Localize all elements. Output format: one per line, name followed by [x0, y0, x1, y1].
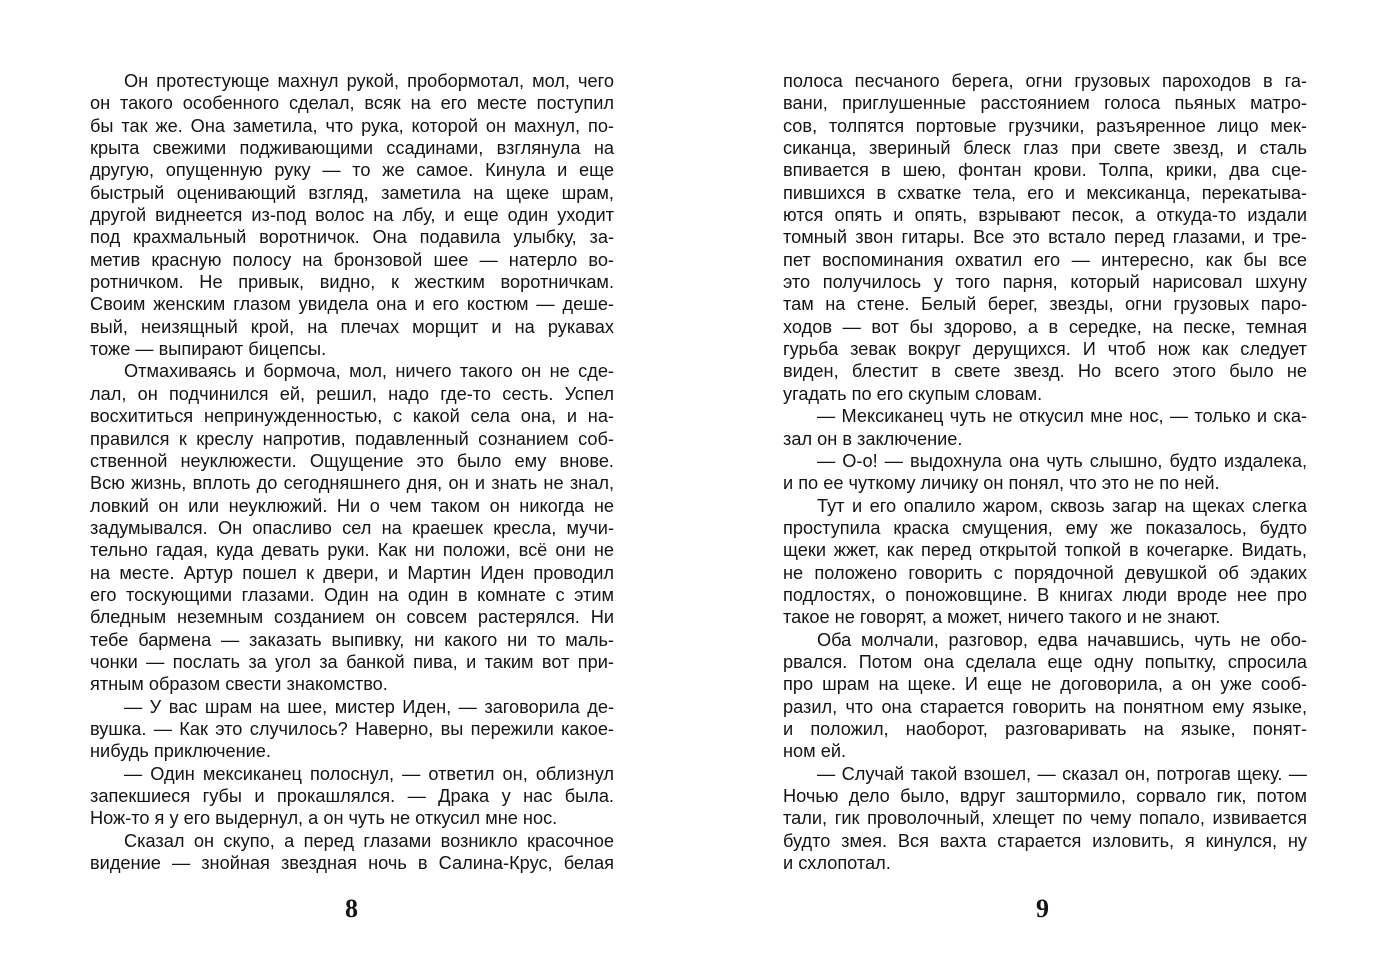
text-line: и положил, наоборот, разговаривать на языке, понят- — [783, 718, 1307, 739]
text-line: Всю жизнь, вплоть до сегодняшнего дня, он и знать не знал, — [90, 473, 614, 494]
text-line: запекшиеся губы и прокашлялся. — Драка у нас была. — [90, 786, 614, 806]
text-line: ловкий он или неуклюжий. Ни о чем таком он никогда не — [90, 495, 614, 516]
text-line: нибудь приключение. — [90, 741, 271, 762]
text-line: правился к креслу напротив, подавленный сознанием соб- — [90, 428, 614, 449]
text-line: Тут и его опалило жаром, сквозь загар на щеках слегка — [817, 495, 1307, 516]
text-line: лал, он подчинился ей, решил, надо где-то сесть. Успел — [90, 383, 614, 404]
text-line: такое не говорят, а может, ничего такого и не знают. — [783, 607, 1221, 628]
text-line: ном ей. — [783, 741, 847, 762]
left-page-text — [90, 70, 614, 874]
text-line: — Один мексиканец полоснул, — ответил он, облизнул — [124, 763, 614, 784]
text-line: — Случай такой взошел, — сказал он, потрогав щеку. — — [817, 763, 1307, 784]
text-line: томный звон гитары. Все это встало перед глазами, и тре- — [783, 227, 1307, 248]
text-line: под крахмальный воротничок. Она подавила улыбку, за- — [90, 227, 614, 248]
text-line: щеки жжет, как перед открытой топкой в кочегарке. Видать, — [783, 540, 1307, 561]
text-line: тельно гадая, куда девать руки. Как ни положи, всё они не — [90, 540, 614, 561]
text-line: ются опять и опять, взрывают песок, а откуда-то издали — [783, 205, 1307, 226]
text-line: — Мексиканец чуть не откусил мне нос, — только и ска- — [817, 406, 1307, 427]
text-line: впивается в шею, фонтан крови. Толпа, крики, два сце- — [783, 160, 1307, 181]
text-line: рвался. Потом она сделала еще одну попытку, спросила — [783, 651, 1307, 672]
text-line: угадать по его скупым словам. — [783, 383, 1043, 404]
right-page-text — [783, 70, 1307, 874]
text-line: тоже — выпирают бицепсы. — [90, 339, 327, 360]
text-line: бы так же. Она заметила, что рука, которой он махнул, по- — [90, 115, 614, 136]
text-line: вый, неизящный крой, на плечах морщит и на рукавах — [90, 316, 614, 337]
text-line: тали, гик проволочный, хлещет по чему попало, извивается — [783, 808, 1307, 829]
text-line: подлостях, о поножовщине. В книгах люди вроде нее про — [783, 584, 1307, 605]
text-line: Ночью дело было, вдруг заштормило, сорвало гик, потом — [783, 786, 1307, 806]
text-line: бледным неземным созданием он совсем растерялся. Ни — [90, 607, 614, 628]
text-line: ходов — вот бы здорово, а в середке, на песке, темная — [783, 316, 1307, 337]
text-line: метив красную полосу на бронзовой шее — натерло во- — [90, 249, 614, 270]
text-line: вани, приглушенные расстоянием голоса пьяных матро- — [783, 93, 1307, 114]
text-line: Отмахиваясь и бормоча, мол, ничего такого он не сде- — [124, 361, 614, 382]
text-line: Он протестующе махнул рукой, пробормотал, мол, чего — [124, 71, 614, 91]
text-line: — О-о! — выдохнула она чуть слышно, будто издалека, — [817, 450, 1307, 471]
text-line: крыта свежими подживающими ссадинами, взглянула на — [90, 138, 614, 159]
text-line: там на стене. Белый берег, звезды, огни грузовых паро- — [783, 294, 1307, 315]
text-line: Нож-то я у его выдернул, а он чуть не откусил мне нос. — [90, 808, 558, 829]
text-line: зал он в заключение. — [783, 428, 963, 449]
text-line: вушка. — Как это случилось? Наверно, вы пережили какое- — [90, 718, 614, 739]
text-line: чонки — послать за угол за банкой пива, и таким вот при- — [90, 651, 614, 672]
text-line: и схлопотал. — [783, 853, 891, 874]
text-line: проступила краска смущения, ему же показалось, будто — [783, 517, 1307, 538]
text-line: он такого особенного сделал, всяк на его месте поступил — [90, 93, 614, 114]
text-line: про шрам на щеке. И еще не договорила, а он уже сооб- — [783, 674, 1307, 695]
text-line: задумывался. Он опасливо сел на краешек кресла, мучи- — [90, 517, 614, 538]
text-line: его тоскующими глазами. Один на один в комнате с этим — [90, 584, 614, 605]
text-line: сов, толпятся портовые грузчики, разъяренное лицо мек- — [783, 115, 1307, 136]
text-line: другой виднеется из-под волос на лбу, и еще один уходит — [90, 205, 614, 226]
text-line: сиканца, звериный блеск глаз при свете звезд, и сталь — [783, 138, 1307, 159]
text-line: Сказал он скупо, а перед глазами возникло красочное — [124, 830, 614, 851]
text-line: разил, что она старается говорить на понятном ему языке, — [783, 696, 1307, 717]
text-line: ственной неуклюжести. Ощущение это было ему внове. — [90, 450, 614, 471]
text-line: видение — знойная звездная ночь в Салина-Крус, белая — [90, 853, 614, 874]
text-line: пет воспоминания охватил его — интересно, как бы все — [783, 249, 1307, 270]
text-line: на месте. Артур пошел к двери, и Мартин Иден проводил — [90, 562, 614, 583]
text-line: другую, опущенную руку — то же самое. Кинула и еще — [90, 160, 614, 181]
text-line: полоса песчаного берега, огни грузовых пароходов в га- — [783, 71, 1307, 91]
text-line: восхититься непринужденностью, с какой села она, и на- — [90, 406, 614, 427]
text-line: — У вас шрам на шее, мистер Иден, — заговорила де- — [124, 696, 614, 717]
text-line: тебе бармена — заказать выпивку, ни какого ни то маль- — [90, 629, 614, 650]
text-line: Своим женским глазом увидела она и его костюм — деше- — [90, 294, 614, 315]
text-line: и по ее чуткому личику он понял, что это не по ней. — [783, 473, 1220, 494]
text-line: гурьба зевак вокруг дерущихся. И чтоб нож как следует — [783, 339, 1307, 360]
text-line: будто змея. Вся вахта старается изловить, я кинулся, ну — [783, 830, 1307, 851]
page-number-left: 8 — [345, 894, 358, 923]
text-line: виден, блестит в свете звезд. Но всего этого было не — [783, 361, 1307, 382]
text-line: пившихся в схватке тела, его и мексиканца, перекатыва- — [783, 182, 1307, 203]
text-line: не положено говорить с порядочной девушкой об эдаких — [783, 562, 1307, 583]
text-line: это получилось у того парня, который нарисовал шхуну — [783, 272, 1307, 293]
text-line: ятным образом свести знакомство. — [90, 674, 388, 695]
page-number-right: 9 — [1036, 894, 1049, 923]
text-line: быстрый оценивающий взгляд, заметила на щеке шрам, — [90, 182, 614, 203]
text-line: Оба молчали, разговор, едва начавшись, чуть не обо- — [817, 629, 1307, 650]
text-line: ротничком. Не привык, видно, к жестким воротничкам. — [90, 272, 614, 293]
